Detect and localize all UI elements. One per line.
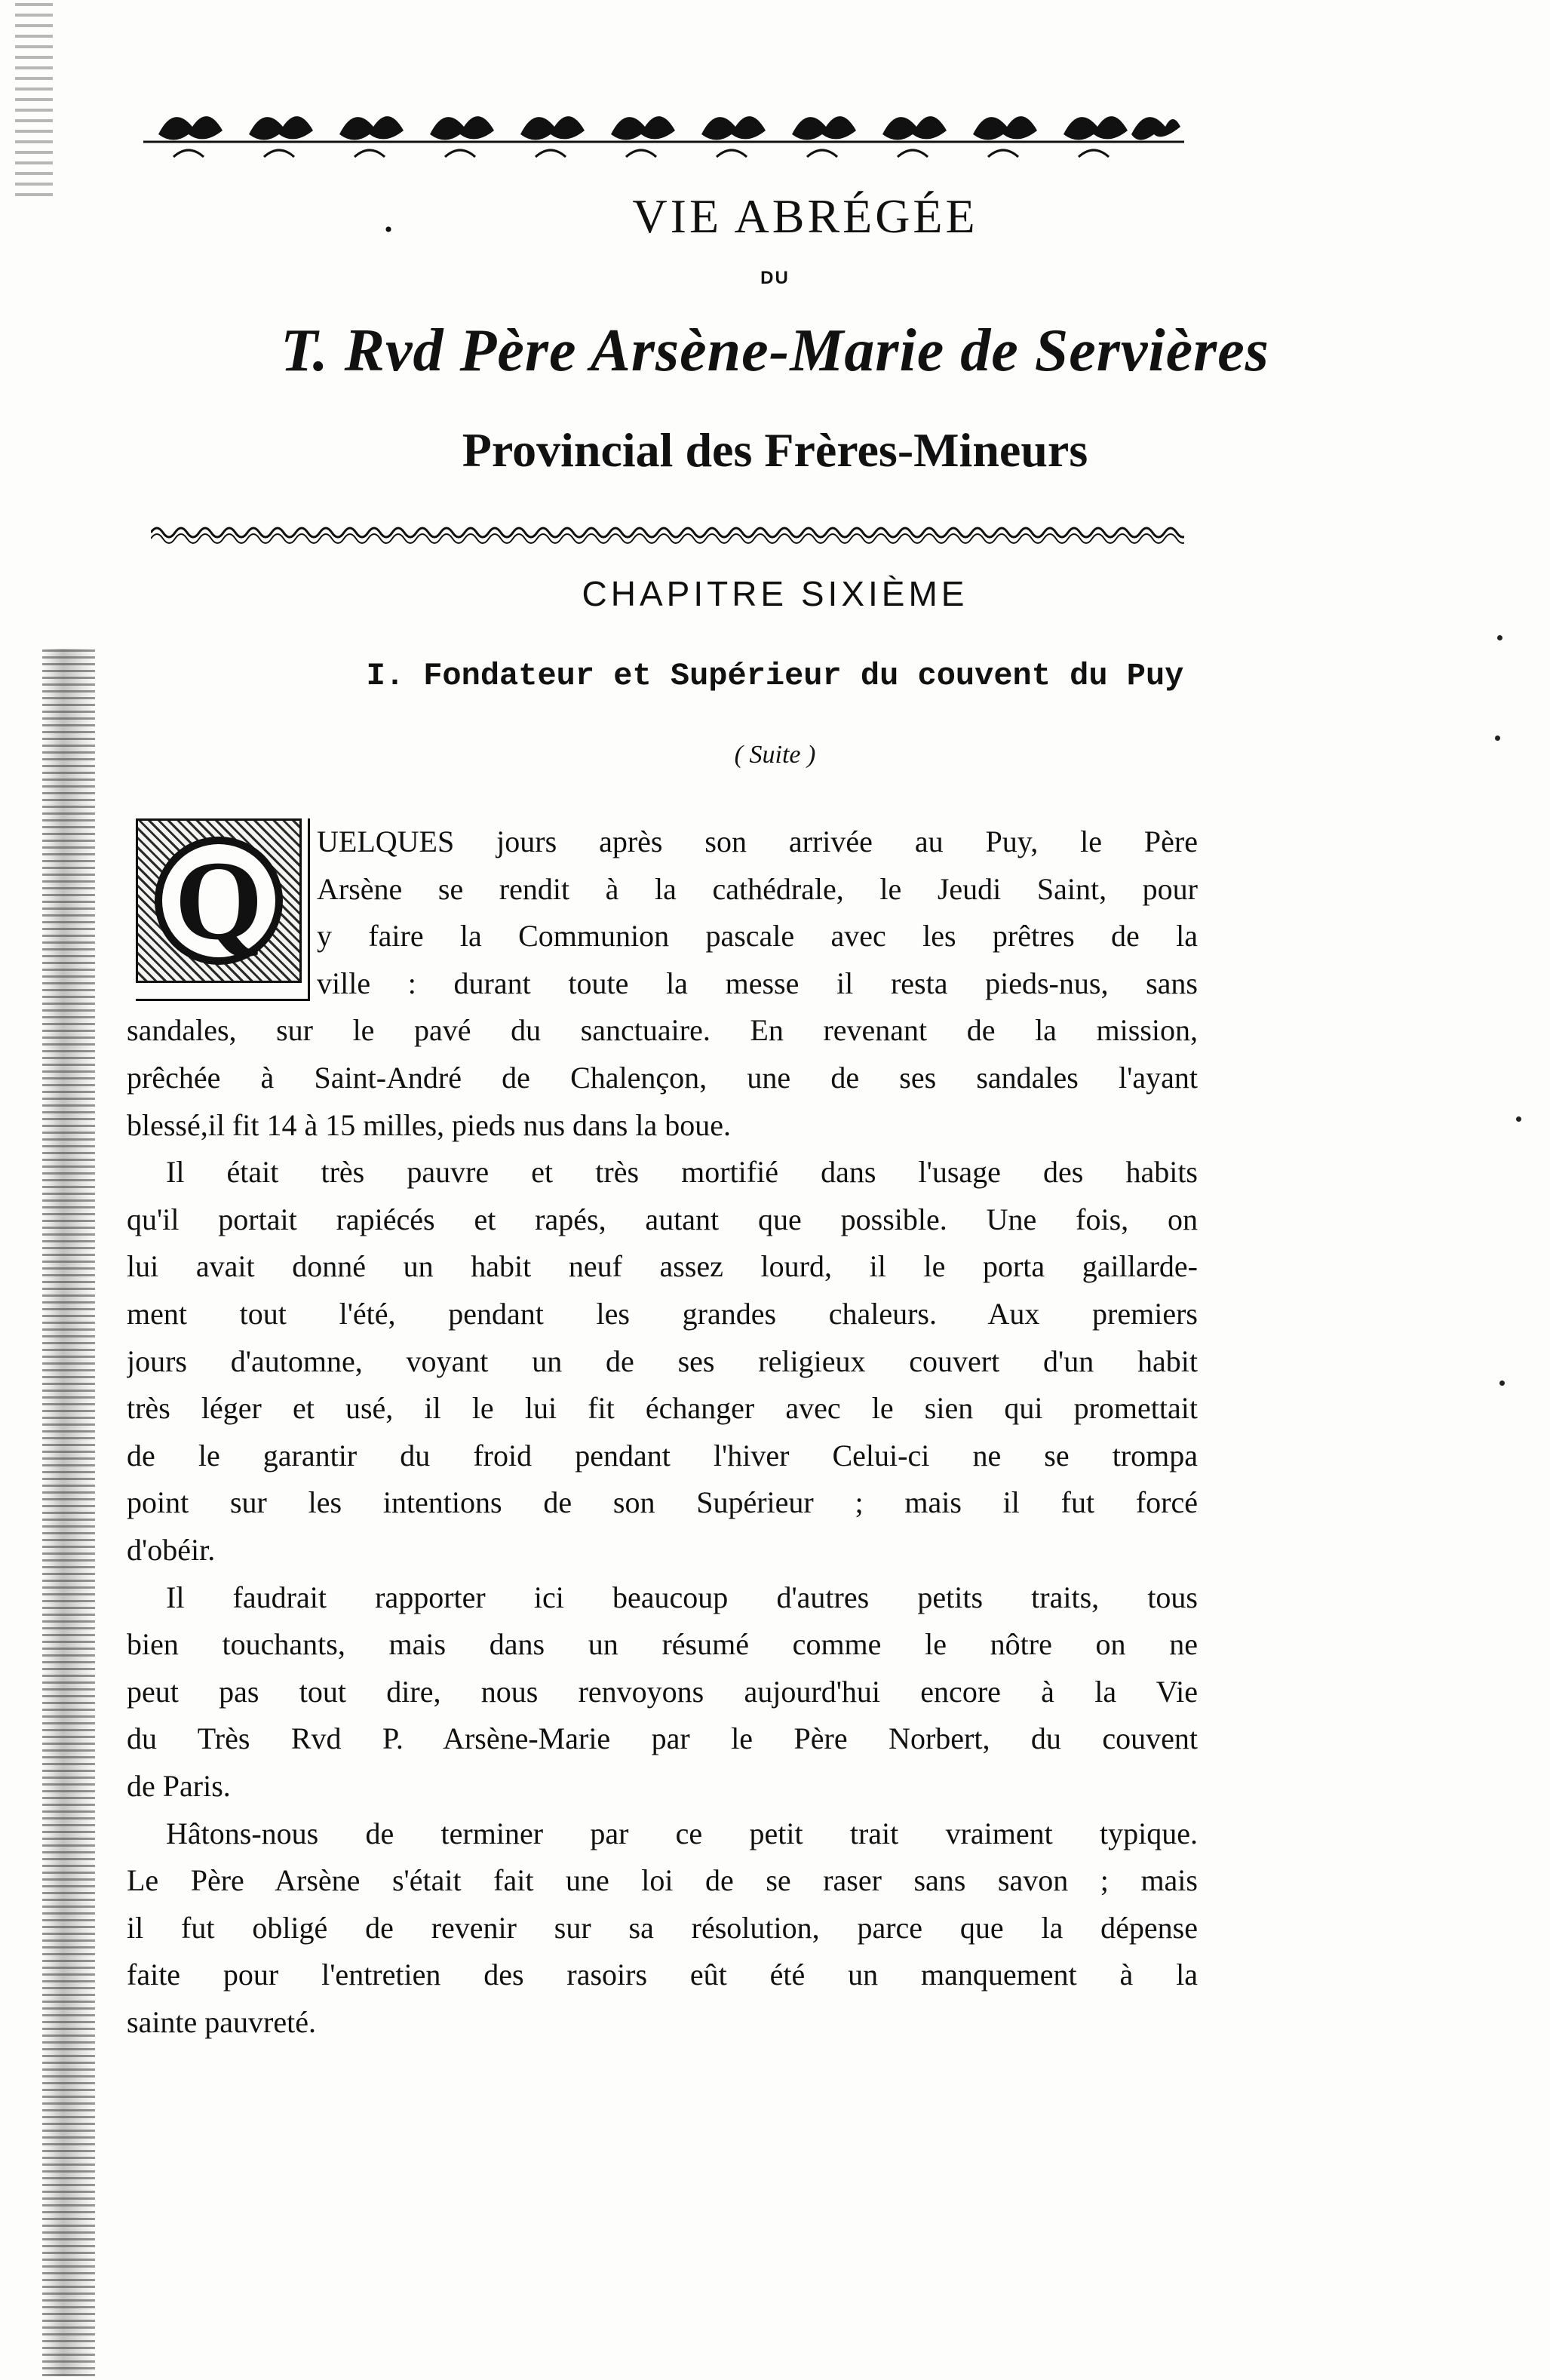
body-line: faite pour l'entretien des rasoirs eût été un manquement à la [127, 1958, 1198, 1992]
section-heading: I. Fondateur et Supérieur du couvent du Puy [366, 658, 1184, 694]
drop-cap-rule [136, 999, 309, 1001]
body-line: Arsène se rendit à la cathédrale, le Jeudi Saint, pour [317, 871, 1198, 906]
body-line: ment tout l'été, pendant les grandes chaleurs. Aux premiers [127, 1297, 1198, 1331]
body-line: qu'il portait rapiécés et rapés, autant que possible. Une fois, on [127, 1202, 1198, 1236]
body-line: de Paris. [127, 1769, 231, 1803]
subject-name: T. Rvd Père Arsène-Marie de Servières [281, 318, 1269, 384]
body-line: prêchée à Saint-André de Chalençon, une de ses sandales l'ayant [127, 1061, 1198, 1095]
drop-cap [136, 818, 302, 983]
body-line: lui avait donné un habit neuf assez lourd, il le porta gaillarde- [127, 1249, 1198, 1284]
wavy-rule-icon [151, 519, 1184, 546]
body-line: UELQUES jours après son arrivée au Puy, le Père [317, 825, 1198, 858]
body-line: y faire la Communion pascale avec les prêtres de la [317, 919, 1198, 954]
body-line: Il faudrait rapporter ici beaucoup d'autres petits traits, tous [166, 1580, 1198, 1614]
scan-speck [1516, 1116, 1521, 1122]
drop-cap-medallion [155, 837, 283, 965]
body-line: du Très Rvd P. Arsène-Marie par le Père Norbert, du couvent [127, 1721, 1198, 1756]
subject-office: Provincial des Frères-Mineurs [462, 423, 1088, 477]
scan-speck [1499, 1380, 1505, 1386]
body-line: point sur les intentions de son Supérieur ; mais il fut forcé [127, 1485, 1198, 1520]
vine-ornament-icon [143, 89, 1184, 172]
body-line: Le Père Arsène s'était fait une loi de se raser sans savon ; mais [127, 1863, 1198, 1898]
body-line: jours d'automne, voyant un de ses religieux couvert d'un habit [127, 1344, 1198, 1378]
scan-speck [1497, 635, 1502, 640]
body-line: il fut obligé de revenir sur sa résolution, parce que la dépense [127, 1910, 1198, 1945]
body-line: sandales, sur le pavé du sanctuaire. En revenant de la mission, [127, 1013, 1198, 1048]
scan-speck [1495, 735, 1500, 741]
drop-cap-letter: Q [174, 838, 263, 963]
body-line: très léger et usé, il le lui fit échanger avec le sien qui promettait [127, 1391, 1198, 1426]
body-line: Hâtons-nous de terminer par ce petit trait vraiment typique. [166, 1816, 1198, 1850]
body-line: sainte pauvreté. [127, 2005, 316, 2039]
scan-edge-top [15, 0, 53, 196]
drop-cap-rule [308, 818, 310, 1001]
body-line: peut pas tout dire, nous renvoyons aujourd'hui encore à la Vie [127, 1674, 1198, 1709]
page-title: VIE ABRÉGÉE [632, 189, 978, 243]
body-line: de le garantir du froid pendant l'hiver Celui-ci ne se trompa [127, 1438, 1198, 1473]
title-bullet: · [381, 204, 396, 254]
continuation-note: ( Suite ) [734, 741, 816, 769]
body-line: d'obéir. [127, 1533, 216, 1567]
body-line: blessé,il fit 14 à 15 milles, pieds nus dans la boue. [127, 1107, 731, 1142]
body-line: bien touchants, mais dans un résumé comme le nôtre on ne [127, 1627, 1198, 1662]
scan-binding-shadow [42, 649, 95, 2376]
body-line: ville : durant toute la messe il resta pieds-nus, sans [317, 966, 1198, 1000]
chapter-heading: CHAPITRE SIXIÈME [582, 574, 968, 613]
body-line: Il était très pauvre et très mortifié dans l'usage des habits [166, 1155, 1198, 1190]
title-du: DU [760, 268, 790, 288]
